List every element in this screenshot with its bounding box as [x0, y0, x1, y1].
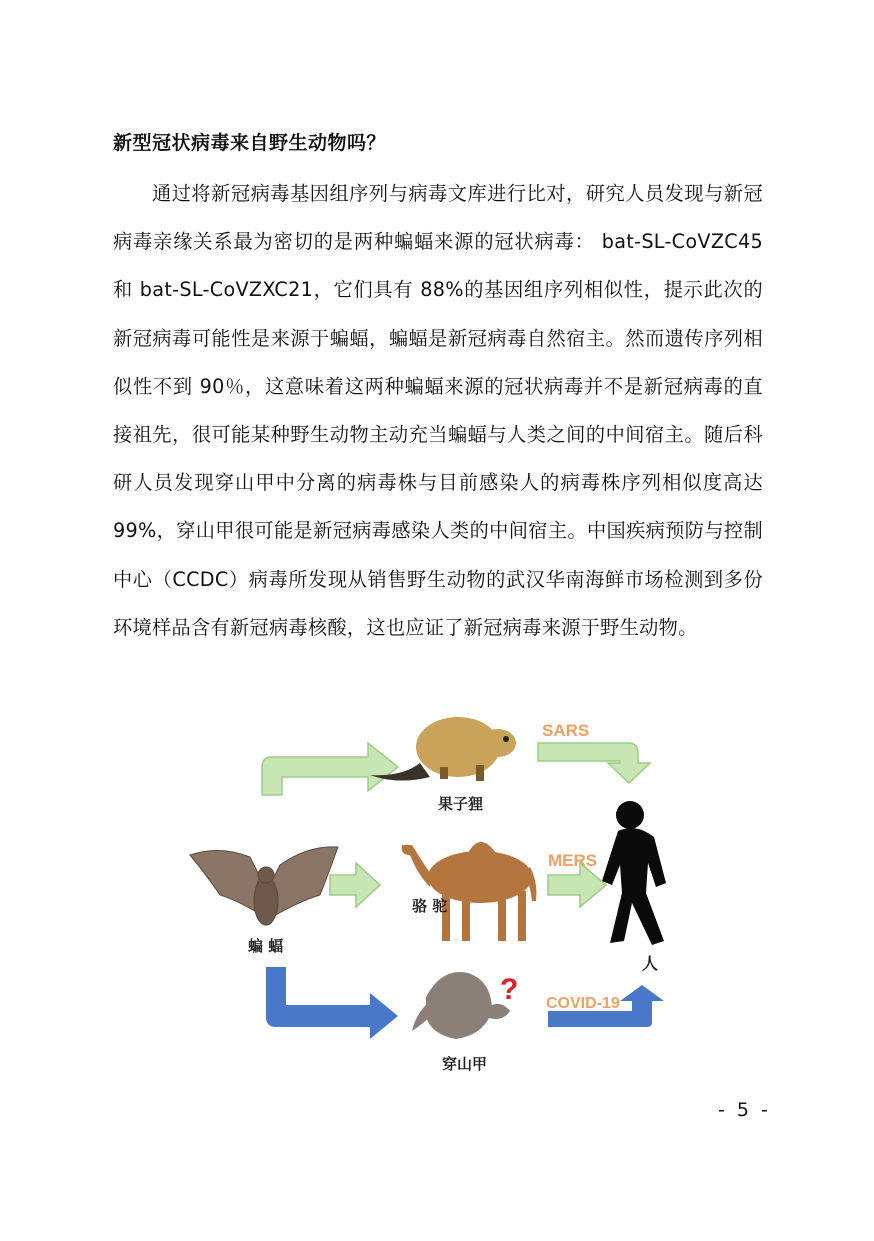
arrow-bat-to-camel	[330, 863, 380, 907]
question-mark: ?	[500, 973, 519, 1006]
body-paragraph-block	[113, 170, 763, 652]
arrow-civet-to-human	[538, 743, 650, 783]
diagram-graphics	[180, 705, 700, 1080]
arrow-bat-to-pangolin	[266, 967, 398, 1039]
human-image	[602, 801, 666, 945]
bat-image	[190, 847, 338, 925]
virus-label-mers: MERS	[548, 851, 598, 870]
pangolin-image	[412, 972, 510, 1039]
label-bat: 蝙 蝠	[248, 937, 284, 955]
camel-image	[402, 842, 537, 941]
label-human: 人	[642, 954, 659, 973]
transmission-diagram	[180, 705, 700, 1080]
section-heading: 新型冠状病毒来自野生动物吗？	[113, 132, 387, 154]
body-paragraph: 通过将新冠病毒基因组序列与病毒文库进行比对，研究人员发现与新冠病毒亲缘关系最为密切的是两种蝙蝠来源的冠状病毒： bat-SL-CoVZC45 和 bat-SL-CoVZXC21，它们具有 88%的基因组序列相似性，提示此次的新冠病毒可能性是来源于蝙蝠，蝙蝠是新冠病毒自然宿主。然而遗传序列相似性不到 90％，这意味着这两种蝙蝠来源的冠状病毒并不是新冠病毒的直接祖先，很可能某种野生动物主动充当蝙蝠与人类之间的中间宿主。随后科研人员发现穿山甲中分离的病毒株与目前感染人的病毒株序列相似度高达 99%，穿山甲很可能是新冠病毒感染人类的中间宿主。中国疾病预防与控制中心（CCDC）病毒所发现从销售野生动物的武汉华南海鲜市场检测到多份环境样品含有新冠病毒核酸，这也应证了新冠病毒来源于野生动物。	[113, 182, 763, 639]
page-number: - 5 -	[718, 1099, 771, 1121]
virus-label-sars: SARS	[542, 721, 590, 740]
virus-label-covid: COVID-19	[546, 995, 620, 1012]
label-civet: 果子狸	[438, 795, 484, 813]
label-pangolin: 穿山甲	[442, 1055, 488, 1073]
arrow-bat-to-civet	[262, 743, 398, 795]
label-camel: 骆 驼	[412, 897, 448, 915]
